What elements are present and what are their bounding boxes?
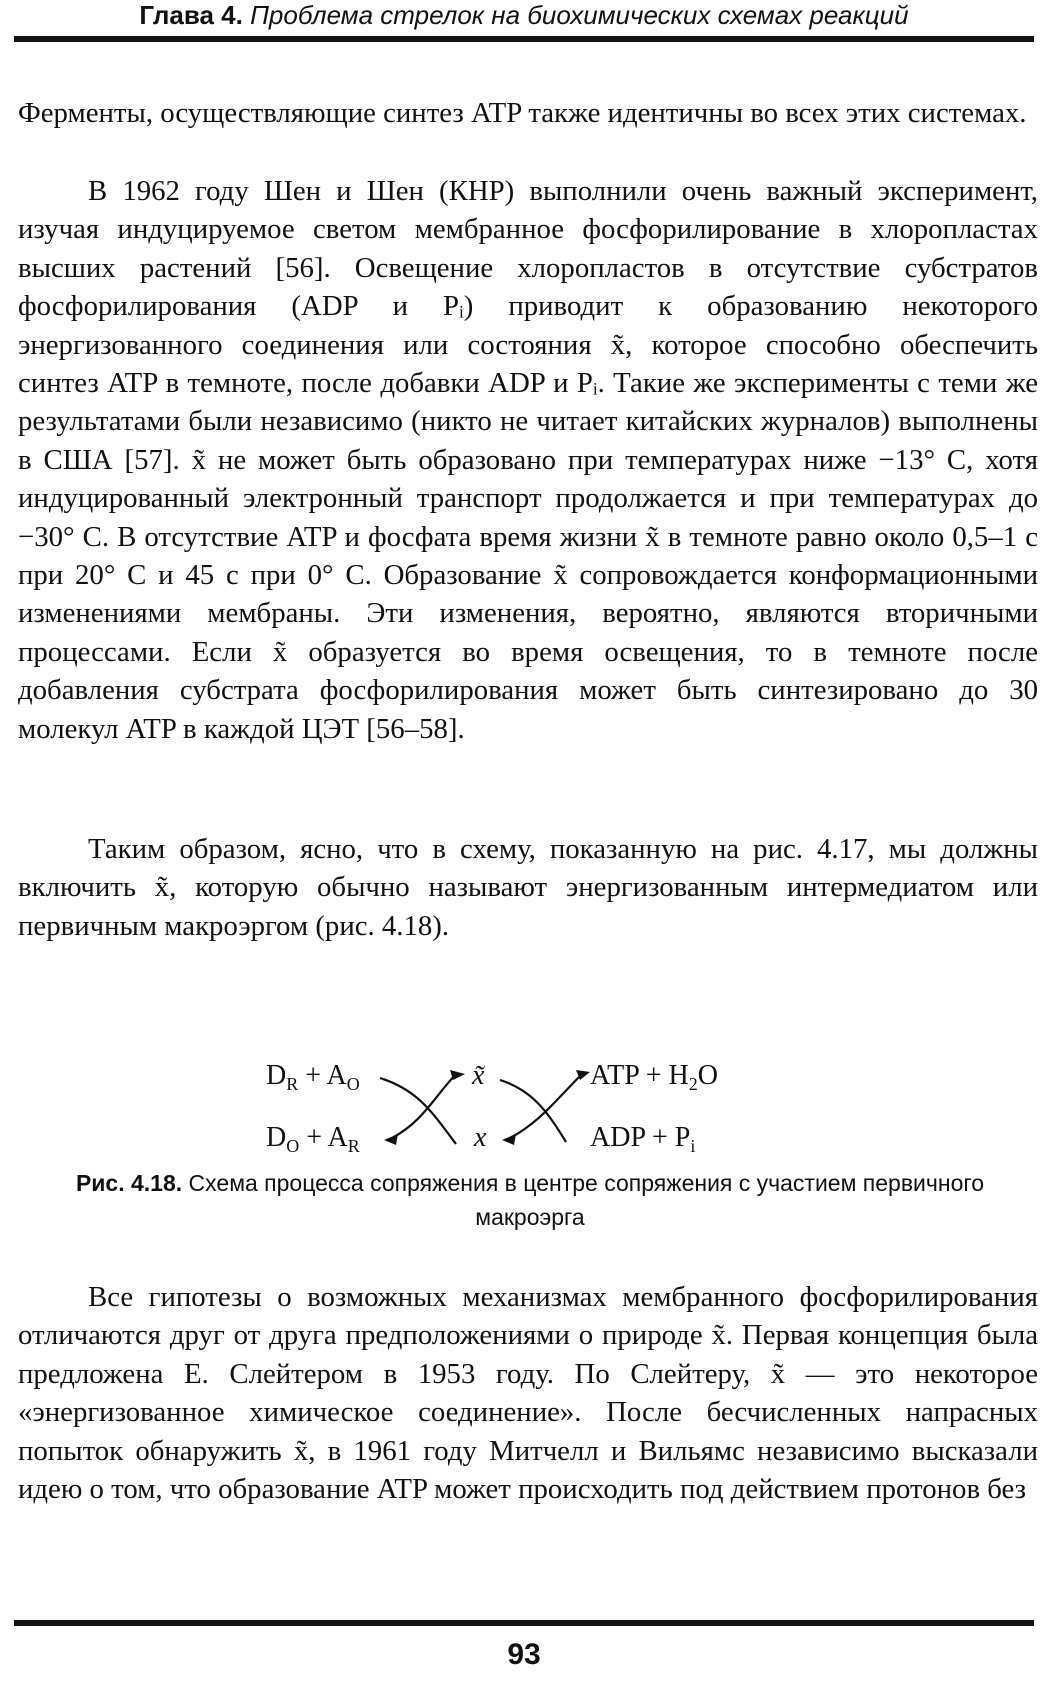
header-rule — [14, 36, 1034, 42]
page-number: 93 — [507, 1638, 541, 1671]
left-top-formula: $D_R + A_O$ — [266, 1060, 360, 1094]
figure-caption-text: Схема процесса сопряжения в центре сопряжения с участием первичного макроэрга — [188, 1170, 985, 1230]
left-bottom-formula: $D_O + A_R$ — [266, 1122, 360, 1156]
footer-rule — [14, 1620, 1034, 1626]
paragraph-1 — [18, 94, 1038, 132]
figure-caption — [40, 1166, 1020, 1234]
figure-label: Рис. 4.18. — [75, 1170, 183, 1196]
coupling-scheme-diagram — [260, 1050, 820, 1160]
arrowhead-to-x — [502, 1134, 516, 1145]
paragraph-4 — [18, 1278, 1038, 1508]
right-bottom-formula: ADP + $P_i$ — [590, 1122, 696, 1156]
right-top-formula: ATP + $H_2O$ — [590, 1060, 718, 1094]
running-header — [14, 0, 1034, 34]
center-bottom-symbol: x — [474, 1122, 487, 1153]
arrowhead-to-left-bottom — [384, 1134, 398, 1145]
paragraph-3 — [18, 830, 1038, 945]
left-curve-up — [392, 1074, 456, 1138]
paragraph-3-text: Таким образом, ясно, что в схему, показанную на рис. 4.17, мы должны включить x̃, которую обычно называют энергизованным интермедиатом или первичным макроэргом (рис. 4.18). — [18, 833, 1038, 942]
paragraph-2 — [18, 172, 1038, 748]
right-curve-up — [510, 1074, 582, 1138]
center-top-symbol: x̃ — [472, 1060, 485, 1091]
paragraph-4-text: Все гипотезы о возможных механизмах мембранного фосфорилирования отличаются друг от друга предположениями о природе x̃. Первая концепция была предложена Е. Слейтером в 1953 году. По Слейтеру, x̃ — это некоторое «энергизованное химическое соединение». После бесчисленных напрасных попыток обнаружить x̃, в 1961 году Митчелл и Вильямс независимо высказали идею о том, что образование ATP может происходить под действием протонов без — [18, 1281, 1038, 1506]
chapter-title: Проблема стрелок на биохимических схемах реакций — [250, 0, 909, 30]
paragraph-1-text: Ферменты, осуществляющие синтез ATP также идентичны во всех этих системах. — [18, 97, 1027, 129]
chapter-label: Глава 4. — [139, 0, 243, 30]
right-curve-down — [500, 1080, 566, 1142]
paragraph-2-text: В 1962 году Шен и Шен (КНР) выполнили очень важный эксперимент, изучая индуцируемое светом мембранное фосфорилирование в хлоропластах высших растений [56]. Освещение хлоропластов в отсутствие субстратов фосфорилирования (ADP и Pᵢ) приводит к образованию некоторого энергизованного соединения или состояния x̃, которое способно обеспечить синтез ATP в темноте, после добавки ADP и Pᵢ. Такие же эксперименты с теми же результатами были независимо (никто не читает китайских журналов) выполнены в США [57]. x̃ не может быть образовано при температурах ниже −13° С, хотя индуцированный электронный транспорт продолжается и при температурах до −30° С. В отсутствие ATP и фосфата время жизни x̃ в темноте равно около 0,5–1 с при 20° С и 45 с при 0° С. Образование x̃ сопровождается конформационными изменениями мембраны. Эти изменения, вероятно, являются вторичными процессами. Если x̃ образуется во время освещения, то в темноте после добавления субстрата фосфорилирования может быть синтезировано до 30 молекул ATP в каждой ЦЭТ [56–58]. — [18, 175, 1038, 745]
